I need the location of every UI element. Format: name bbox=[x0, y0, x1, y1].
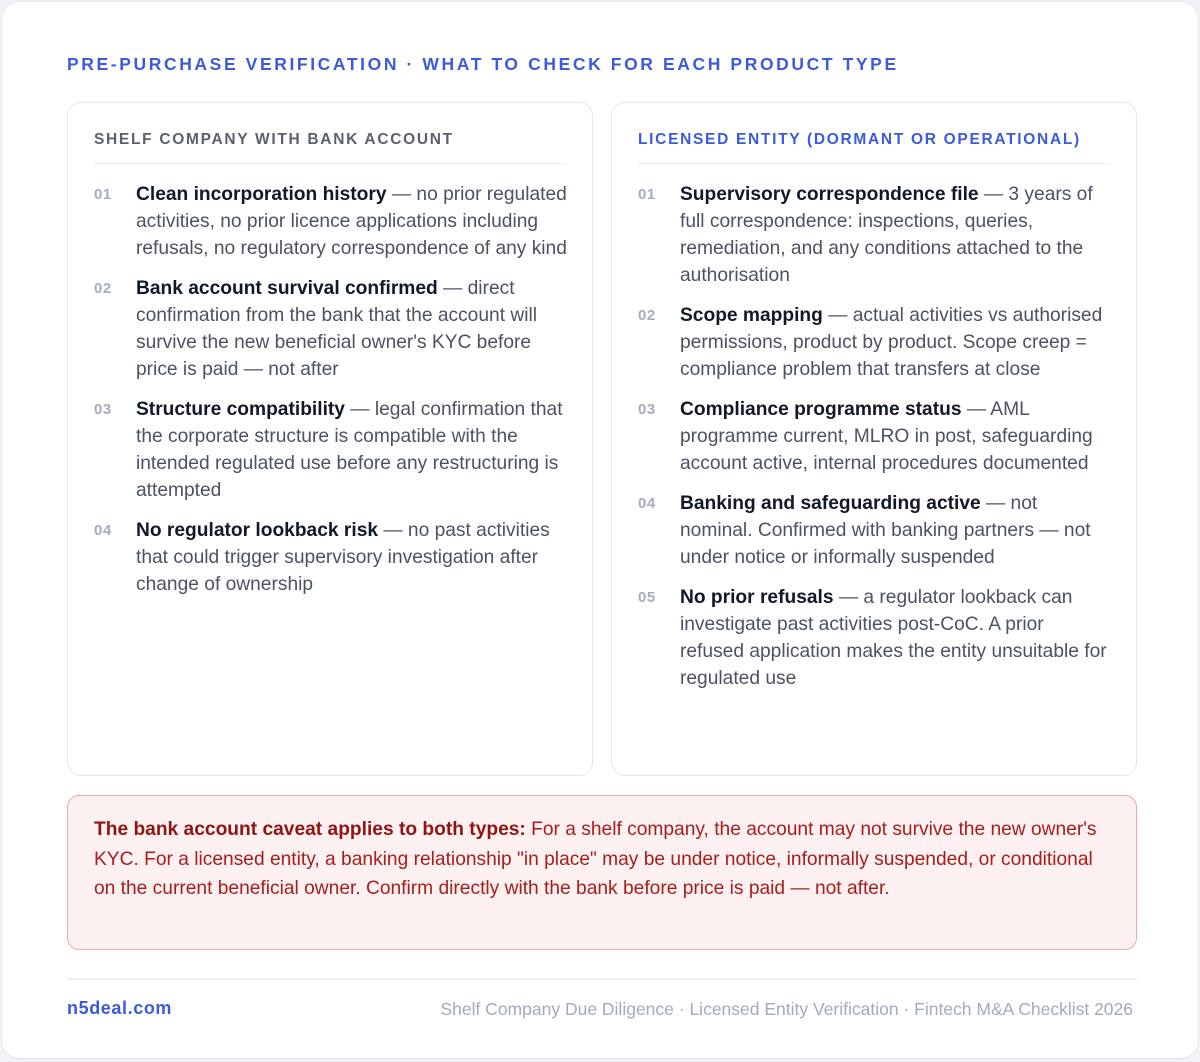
list-item bbox=[94, 181, 568, 262]
page-title: PRE-PURCHASE VERIFICATION · WHAT TO CHECK FOR EACH PRODUCT TYPE bbox=[67, 54, 899, 74]
list-item bbox=[638, 302, 1112, 383]
item-title: No regulator lookback risk bbox=[136, 520, 379, 541]
item-text bbox=[136, 517, 568, 598]
list-item bbox=[638, 181, 1112, 289]
item-description: — direct confirmation from the bank that the account will survive the new beneficial owner's KYC before price is paid — not after bbox=[136, 278, 538, 380]
item-number: 03 bbox=[94, 401, 112, 418]
brand-link[interactable]: n5deal.com bbox=[67, 998, 173, 1018]
item-text bbox=[680, 396, 1112, 477]
list-item bbox=[638, 584, 1112, 692]
item-text bbox=[680, 490, 1112, 571]
item-number: 01 bbox=[94, 186, 112, 203]
item-description: — actual activities vs authorised permissions, product by product. Scope creep = compliance problem that transfers at close bbox=[680, 305, 1103, 380]
checklist bbox=[638, 181, 1112, 705]
item-title: Banking and safeguarding active bbox=[680, 493, 981, 514]
item-title: Clean incorporation history bbox=[136, 184, 387, 205]
checklist-card bbox=[1, 1, 1199, 1059]
caveat-callout bbox=[67, 795, 1137, 950]
item-description: — legal confirmation that the corporate structure is compatible with the intended regulated use before any restructuring is attempted bbox=[136, 399, 563, 501]
item-text bbox=[136, 275, 568, 383]
licensed-entity-panel bbox=[611, 102, 1137, 776]
item-title: Compliance programme status bbox=[680, 399, 962, 420]
panel-title: SHELF COMPANY WITH BANK ACCOUNT bbox=[94, 131, 566, 164]
item-description: — a regulator lookback can investigate past activities post-CoC. A prior refused application makes the entity unsuitable for regulated use bbox=[680, 587, 1107, 689]
list-item bbox=[94, 275, 568, 383]
checklist bbox=[94, 181, 568, 611]
list-item bbox=[94, 517, 568, 598]
item-description: — no past activities that could trigger supervisory investigation after change of ownership bbox=[136, 520, 550, 595]
list-item bbox=[94, 396, 568, 504]
item-text bbox=[680, 584, 1112, 692]
caveat-title: The bank account caveat applies to both types: bbox=[94, 819, 526, 840]
item-description: — AML programme current, MLRO in post, safeguarding account active, internal procedures documented bbox=[680, 399, 1093, 474]
item-number: 02 bbox=[94, 280, 112, 297]
list-item bbox=[638, 490, 1112, 571]
item-text bbox=[136, 396, 568, 504]
item-description: — not nominal. Confirmed with banking partners — not under notice or informally suspended bbox=[680, 493, 1091, 568]
item-number: 01 bbox=[638, 186, 656, 203]
item-title: No prior refusals bbox=[680, 587, 834, 608]
item-number: 04 bbox=[638, 495, 656, 512]
footer-divider bbox=[67, 978, 1137, 980]
caveat-text: For a shelf company, the account may not survive the new owner's KYC. For a licensed entity, a banking relationship "in place" may be under notice, informally suspended, or conditional on the current beneficial owner. Confirm directly with the bank before price is paid — not after. bbox=[94, 819, 1097, 899]
footer-tagline: Shelf Company Due Diligence · Licensed Entity Verification · Fintech M&A Checklist 2026 bbox=[440, 999, 1133, 1019]
item-description: — no prior regulated activities, no prior licence applications including refusals, no regulatory correspondence of any kind bbox=[136, 184, 567, 259]
item-text bbox=[680, 302, 1112, 383]
shelf-company-panel bbox=[67, 102, 593, 776]
item-text bbox=[680, 181, 1112, 289]
item-number: 02 bbox=[638, 307, 656, 324]
item-number: 03 bbox=[638, 401, 656, 418]
item-title: Scope mapping bbox=[680, 305, 823, 326]
item-text bbox=[136, 181, 568, 262]
item-number: 05 bbox=[638, 589, 656, 606]
item-title: Structure compatibility bbox=[136, 399, 345, 420]
list-item bbox=[638, 396, 1112, 477]
item-title: Supervisory correspondence file bbox=[680, 184, 979, 205]
item-number: 04 bbox=[94, 522, 112, 539]
panel-title: LICENSED ENTITY (DORMANT OR OPERATIONAL) bbox=[638, 131, 1110, 164]
item-description: — 3 years of full correspondence: inspections, queries, remediation, and any conditions attached to the authorisation bbox=[680, 184, 1093, 286]
item-title: Bank account survival confirmed bbox=[136, 278, 438, 299]
